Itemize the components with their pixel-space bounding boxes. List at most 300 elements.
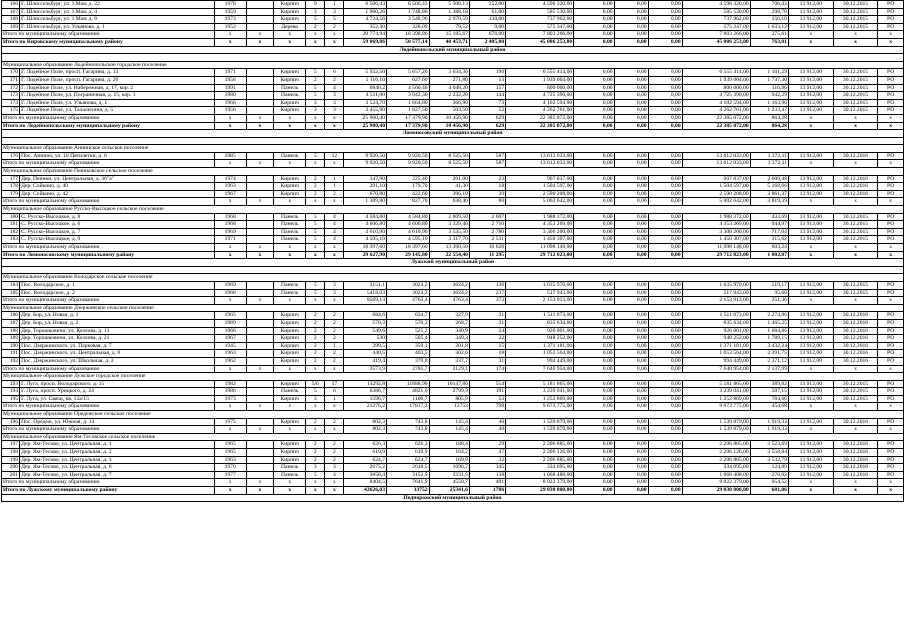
table-cell: Итого по муниципальному образованию [2, 198, 215, 206]
table-cell: 13 390,50 [429, 244, 469, 252]
table-cell: 13753 [429, 403, 469, 411]
table-cell: Панель [274, 84, 306, 92]
table-cell: Кирпич [274, 107, 306, 115]
table-cell: 0,00 [648, 183, 682, 191]
table-cell: 328,09 [387, 23, 430, 31]
table-cell: x [833, 297, 878, 305]
table-cell: x [246, 403, 274, 411]
table-cell: 1 988 372,00 [682, 213, 750, 221]
table-cell: 2 232,20 [429, 92, 469, 100]
table-cell: 13 912,00 [788, 464, 833, 472]
table-cell: Кирпич [274, 456, 306, 464]
table-cell: 80 [469, 198, 505, 206]
municipality-header-row [2, 274, 904, 282]
table-cell: 2 274,86 [750, 312, 788, 320]
table-cell: 17 379,90 [387, 122, 430, 130]
table-row [2, 190, 904, 198]
table-row [2, 152, 904, 160]
table-cell: x [306, 160, 325, 168]
table-cell: 379,8 [387, 357, 430, 365]
table-cell: 0,00 [648, 221, 682, 229]
table-cell: 0,00 [574, 228, 614, 236]
table-cell: Ломоносовский муниципальный район [2, 130, 904, 138]
table-cell: 2331,5 [429, 471, 469, 479]
table-cell [246, 335, 274, 343]
table-cell: 17817,2 [387, 403, 430, 411]
table-cell: x [306, 244, 325, 252]
table-cell: 784,66 [750, 395, 788, 403]
table-cell: 0,00 [648, 236, 682, 244]
table-cell: 1 988 372,00 [506, 213, 574, 221]
table-row [2, 312, 904, 320]
table-cell: 1 [325, 175, 344, 183]
table-cell: 0,00 [574, 152, 614, 160]
table-cell: РО [878, 8, 904, 16]
table-cell: 2 206 885,00 [682, 456, 750, 464]
table-cell: x [788, 403, 833, 411]
table-cell: Дер. Торошковичи, ул. Козлова, д. 21 [20, 335, 215, 343]
table-cell: 800 000,00 [506, 84, 574, 92]
table-cell: x [878, 198, 904, 206]
table-cell: 2 710 [469, 221, 505, 229]
table-cell: x [274, 114, 306, 122]
table-cell: Панель [274, 152, 306, 160]
table-cell: 1963 [214, 456, 246, 464]
table-cell: 2 137,99 [750, 365, 788, 373]
table-cell: 0,00 [614, 350, 648, 358]
table-cell: 1 737,30 [750, 76, 788, 84]
table-cell: 3151,1 [344, 281, 387, 289]
table-cell: x [246, 251, 274, 259]
table-cell: 2 [306, 456, 325, 464]
table-cell: x [246, 198, 274, 206]
table-cell: 12 [325, 152, 344, 160]
table-cell: 0,00 [574, 183, 614, 191]
table-cell [246, 312, 274, 320]
table-cell: 0,00 [648, 160, 682, 168]
table-cell: 1 939 004,00 [506, 76, 574, 84]
table-cell: 5 932,50 [344, 69, 387, 77]
table-cell: 10 628 [469, 244, 505, 252]
table-cell: 50 577,14 [387, 38, 430, 46]
table-cell: x [214, 160, 246, 168]
table-cell: 95,60 [750, 289, 788, 297]
table-cell: 942,29 [750, 92, 788, 100]
table-cell: Панель [274, 471, 306, 479]
table-cell: РО [878, 456, 904, 464]
table-cell: x [246, 114, 274, 122]
table-cell: 627,60 [387, 76, 430, 84]
table-cell: 252,00 [469, 1, 505, 9]
table-cell: 0,00 [574, 92, 614, 100]
table-cell: 13 912,00 [788, 190, 833, 198]
table-cell: 3024,2 [429, 281, 469, 289]
table-cell: 2 809,50 [429, 213, 469, 221]
table-cell: x [788, 31, 833, 39]
table-cell: 1 [325, 395, 344, 403]
table-cell: РО [878, 69, 904, 77]
municipality-header-row [2, 433, 904, 441]
table-cell: 0,00 [648, 487, 682, 495]
table-cell: x [306, 297, 325, 305]
table-cell: 0,00 [614, 92, 648, 100]
table-cell: x [306, 31, 325, 39]
table-cell: 2 206 126,00 [682, 449, 750, 457]
table-cell: Дер. Ям-Тесово, ул. Центральная, д. 7 [20, 471, 215, 479]
table-cell: 570,3 [344, 319, 387, 327]
table-cell: 1 002,87 [750, 251, 788, 259]
table-cell: 0,00 [648, 213, 682, 221]
table-cell: x [878, 31, 904, 39]
table-cell: Дер. Сойкино, д. 40 [20, 183, 215, 191]
table-cell: 3 034,30 [429, 69, 469, 77]
table-cell: x [833, 198, 878, 206]
table-cell: x [325, 198, 344, 206]
table-cell: x [306, 38, 325, 46]
table-cell: x [246, 244, 274, 252]
table-cell: 0,00 [648, 23, 682, 31]
table-cell: x [878, 244, 904, 252]
table-cell: x [878, 251, 904, 259]
table-cell: РО [878, 221, 904, 229]
table-cell: 835 634,00 [506, 319, 574, 327]
table-cell: Г. Лодейное Поле, ул. Пограничная, д. 15, кор. 1 [20, 92, 215, 100]
table-cell: 18 397,60 [344, 244, 387, 252]
table-cell: 169 [2, 23, 20, 31]
table-cell: x [325, 297, 344, 305]
table-cell: x [246, 160, 274, 168]
table-cell: 30.12.2016 [833, 183, 878, 191]
table-cell: РО [878, 449, 904, 457]
subtotal-row [2, 244, 904, 252]
table-cell: 638,40 [429, 198, 469, 206]
table-cell: 29 712 823,00 [682, 251, 750, 259]
table-cell: 0,00 [648, 426, 682, 434]
table-cell: Итого по муниципальному образованию [2, 365, 215, 373]
table-cell: 30.12.2015 [833, 1, 878, 9]
table-cell: x [274, 122, 306, 130]
table-cell: 30.12.2016 [833, 418, 878, 426]
table-cell: 1 388,18 [429, 8, 469, 16]
table-cell: 4 102 594,00 [682, 99, 750, 107]
table-cell: 10 456,90 [429, 114, 469, 122]
table-cell: 0,00 [614, 183, 648, 191]
table-cell: 5 [306, 228, 325, 236]
table-cell: 1980 [214, 92, 246, 100]
table-cell: 737 962,00 [682, 16, 750, 24]
table-cell: 802,3 [344, 418, 387, 426]
table-cell: 2675,2 [344, 464, 387, 472]
table-cell: 45 086 253,00 [682, 38, 750, 46]
table-cell: 0,00 [648, 464, 682, 472]
table-cell: x [274, 251, 306, 259]
table-cell: 30.12.2015 [833, 16, 878, 24]
table-cell: 763,01 [750, 38, 788, 46]
table-cell: 25 900,40 [344, 122, 387, 130]
table-cell: 186 [2, 312, 20, 320]
table-cell: 944,97 [750, 221, 788, 229]
table-cell: x [274, 365, 306, 373]
table-cell: 3 523,69 [750, 441, 788, 449]
table-cell: 3 306 200,00 [506, 228, 574, 236]
table-cell: 1 684,86 [750, 327, 788, 335]
table-cell: 3024,2 [387, 281, 430, 289]
table-cell: x [306, 426, 325, 434]
table-cell: 13 912,00 [788, 76, 833, 84]
table-cell: 5 181 865,00 [506, 380, 574, 388]
table-cell: 327,9 [429, 312, 469, 320]
table-cell: x [214, 38, 246, 46]
table-cell: 13 912,00 [788, 350, 833, 358]
table-cell: Кирпич [274, 350, 306, 358]
table-cell: 1 511 873,00 [506, 312, 574, 320]
table-cell: 20 774,94 [344, 31, 387, 39]
table-cell: 6 506,43 [344, 1, 387, 9]
table-cell: Дер. Сойкино, д. 42 [20, 190, 215, 198]
table-cell: 624,7 [387, 456, 430, 464]
table-cell: 130,00 [469, 16, 505, 24]
table-cell [246, 456, 274, 464]
table-cell: Итого по муниципальному образованию [2, 297, 215, 305]
table-cell: 366,90 [429, 99, 469, 107]
table-cell: 175 [2, 107, 20, 115]
table-cell: x [878, 160, 904, 168]
table-cell: x [274, 244, 306, 252]
table-cell: 40 453,71 [429, 38, 469, 46]
subtotal-row [2, 31, 904, 39]
table-cell: Итого по муниципальному образованию [2, 31, 215, 39]
table-cell: x [878, 297, 904, 305]
table-cell: 1 635 970,00 [506, 281, 574, 289]
subtotal-row [2, 198, 904, 206]
table-cell: 3 524,70 [344, 99, 387, 107]
table-cell: 0,00 [574, 327, 614, 335]
table-cell: 0,00 [614, 456, 648, 464]
table-cell: 145,4 [429, 418, 469, 426]
table-cell: Кирпич [274, 380, 306, 388]
table-cell: Г. Луга, просп. Урицкого, д. 24 [20, 388, 215, 396]
table-cell: x [833, 479, 878, 487]
table-cell: 1 633,12 [750, 23, 788, 31]
table-cell: 1965 [214, 441, 246, 449]
table-cell: 15 [469, 342, 505, 350]
table-cell: 0,00 [574, 418, 614, 426]
table-cell: 2 [306, 312, 325, 320]
table-cell: РО [878, 76, 904, 84]
table-cell: 177 [2, 175, 20, 183]
table-cell: 9 920,50 [344, 152, 387, 160]
table-cell: 198 [2, 449, 20, 457]
table-cell: Пос. Дзержинского, ул. Парковая, д. 7 [20, 342, 215, 350]
table-cell: 2 [306, 175, 325, 183]
table-cell: 5418,03 [344, 289, 387, 297]
table-cell: x [246, 297, 274, 305]
table-cell: x [325, 487, 344, 495]
table-cell: 3 239 041,00 [682, 388, 750, 396]
table-cell: 1963 [214, 183, 246, 191]
table-cell: 2 [306, 441, 325, 449]
table-cell: 4821,6 [387, 388, 430, 396]
table-cell: x [246, 365, 274, 373]
table-cell: 375,61 [750, 31, 788, 39]
table-cell: 315,62 [750, 236, 788, 244]
table-cell: x [788, 244, 833, 252]
table-cell: 30.12.2016 [833, 471, 878, 479]
table-cell: 13 912,00 [788, 342, 833, 350]
table-cell: 1 539 879,00 [506, 426, 574, 434]
table-cell: С. Русско-Высоцкое, д. 9 [20, 236, 215, 244]
table-cell: Кирпич [274, 357, 306, 365]
table-cell [246, 441, 274, 449]
table-cell: x [788, 198, 833, 206]
table-cell: 40 [469, 418, 505, 426]
table-cell: 0,00 [614, 487, 648, 495]
table-cell: Кирпич [274, 312, 306, 320]
table-cell: 2129,1 [429, 365, 469, 373]
table-cell: Итого по муниципальному образованию [2, 403, 215, 411]
table-cell: 3 329,40 [429, 221, 469, 229]
table-cell [246, 152, 274, 160]
table-cell: 31 [469, 319, 505, 327]
table-cell: РО [878, 327, 904, 335]
table-cell: 2 [325, 441, 344, 449]
table-cell: Итого по муниципальному образованию [2, 479, 215, 487]
table-cell: 5 [306, 289, 325, 297]
table-cell: 0,00 [648, 92, 682, 100]
table-cell: РО [878, 99, 904, 107]
table-cell: 0,00 [614, 152, 648, 160]
table-cell: 40 [469, 426, 505, 434]
table-cell: 2 590 208,00 [682, 190, 750, 198]
table-cell: 30.12.2016 [833, 190, 878, 198]
table-cell: Подпорожский муниципальный район [2, 494, 904, 502]
table-cell [246, 99, 274, 107]
table-cell: 0,00 [648, 403, 682, 411]
table-cell: 6 [325, 69, 344, 77]
table-row [2, 388, 904, 396]
table-cell: Пос. Володарское, д. 2 [20, 289, 215, 297]
table-cell: 4 596 320,00 [506, 1, 574, 9]
table-cell: x [306, 251, 325, 259]
table-cell: Г. Лодейное Поле, просп. Гагарина, д. 13 [20, 69, 215, 77]
table-cell: 399,5 [344, 342, 387, 350]
table-cell: 6 555 414,00 [682, 69, 750, 77]
table-cell: Кирпич [274, 319, 306, 327]
table-cell: 3 [306, 107, 325, 115]
table-cell: 2 [325, 327, 344, 335]
table-row [2, 175, 904, 183]
table-cell: 1968 [214, 289, 246, 297]
table-cell: 0,00 [574, 335, 614, 343]
table-cell: 30.12.2015 [833, 289, 878, 297]
table-cell: 53 [469, 395, 505, 403]
table-cell: 13 912,00 [788, 69, 833, 77]
table-cell: 41,30 [429, 183, 469, 191]
table-cell: 157 [469, 84, 505, 92]
table-cell: Г. Лодейное Поле, ул. Набережная, д. 17, кор. 2 [20, 84, 215, 92]
table-cell: 8 525,50 [429, 152, 469, 160]
table-cell: 1967 [214, 190, 246, 198]
table-cell: 0,00 [574, 114, 614, 122]
table-cell: 0,00 [574, 464, 614, 472]
table-cell: 8569,13 [344, 297, 387, 305]
table-cell: Пос. Аннино, ул. 10 Пятилетки, д. 6 [20, 152, 215, 160]
table-cell: 1974 [214, 175, 246, 183]
table-cell: 1977 [214, 471, 246, 479]
table-cell: 3 455,90 [344, 107, 387, 115]
table-cell: 185 [2, 289, 20, 297]
table-cell: 7 803 266,00 [506, 31, 574, 39]
table-cell: 0,00 [648, 228, 682, 236]
table-cell: 199 [2, 456, 20, 464]
table-cell: 1966 [214, 99, 246, 107]
table-cell: 1968 [214, 221, 246, 229]
table-cell: 13 912,00 [788, 471, 833, 479]
table-cell [246, 175, 274, 183]
table-cell: 6 506,43 [387, 1, 430, 9]
table-cell: x [878, 487, 904, 495]
table-cell: 0,00 [574, 38, 614, 46]
district-total-row [2, 38, 904, 46]
table-cell: 24 [469, 327, 505, 335]
table-cell: x [214, 31, 246, 39]
subtotal-row [2, 403, 904, 411]
table-cell: 201 [2, 471, 20, 479]
table-cell: 2 [306, 190, 325, 198]
table-cell: Дер. Бор, ул. Новая, д. 1 [20, 312, 215, 320]
table-cell: 570,3 [387, 319, 430, 327]
table-cell: 0,00 [614, 236, 648, 244]
table-cell: 171 [2, 76, 20, 84]
table-cell: 2 206 885,00 [682, 441, 750, 449]
table-cell: 1 101,29 [750, 69, 788, 77]
table-cell: 2 [325, 76, 344, 84]
table-cell: РО [878, 312, 904, 320]
table-cell: 401 [469, 479, 505, 487]
table-cell: 29 [469, 441, 505, 449]
table-cell: 2 [325, 456, 344, 464]
table-cell: 291,10 [344, 183, 387, 191]
table-cell: 2 [325, 23, 344, 31]
table-cell [246, 236, 274, 244]
table-cell: 0,00 [574, 251, 614, 259]
table-row [2, 183, 904, 191]
table-cell: 11 098 148,00 [506, 244, 574, 252]
table-cell: x [274, 403, 306, 411]
table-cell: 138 [469, 471, 505, 479]
table-cell: РО [878, 107, 904, 115]
table-cell: 0,00 [574, 395, 614, 403]
table-cell: 5 [306, 281, 325, 289]
table-cell: 352,30 [344, 23, 387, 31]
table-cell: x [274, 479, 306, 487]
table-cell: 30.12.2015 [833, 388, 878, 396]
table-cell: РО [878, 350, 904, 358]
municipality-header-row [2, 145, 904, 153]
table-cell: РО [878, 190, 904, 198]
table-cell: 0,00 [574, 449, 614, 457]
table-cell [246, 8, 274, 16]
table-cell: 9,00 [469, 23, 505, 31]
table-cell: 0,00 [614, 380, 648, 388]
table-cell: 0,00 [614, 175, 648, 183]
table-cell: 13 912,00 [788, 357, 833, 365]
table-cell: 3 [306, 464, 325, 472]
table-cell: 13 912,00 [788, 441, 833, 449]
table-row [2, 236, 904, 244]
table-cell: 0,00 [574, 456, 614, 464]
table-cell: 1 465,25 [750, 319, 788, 327]
